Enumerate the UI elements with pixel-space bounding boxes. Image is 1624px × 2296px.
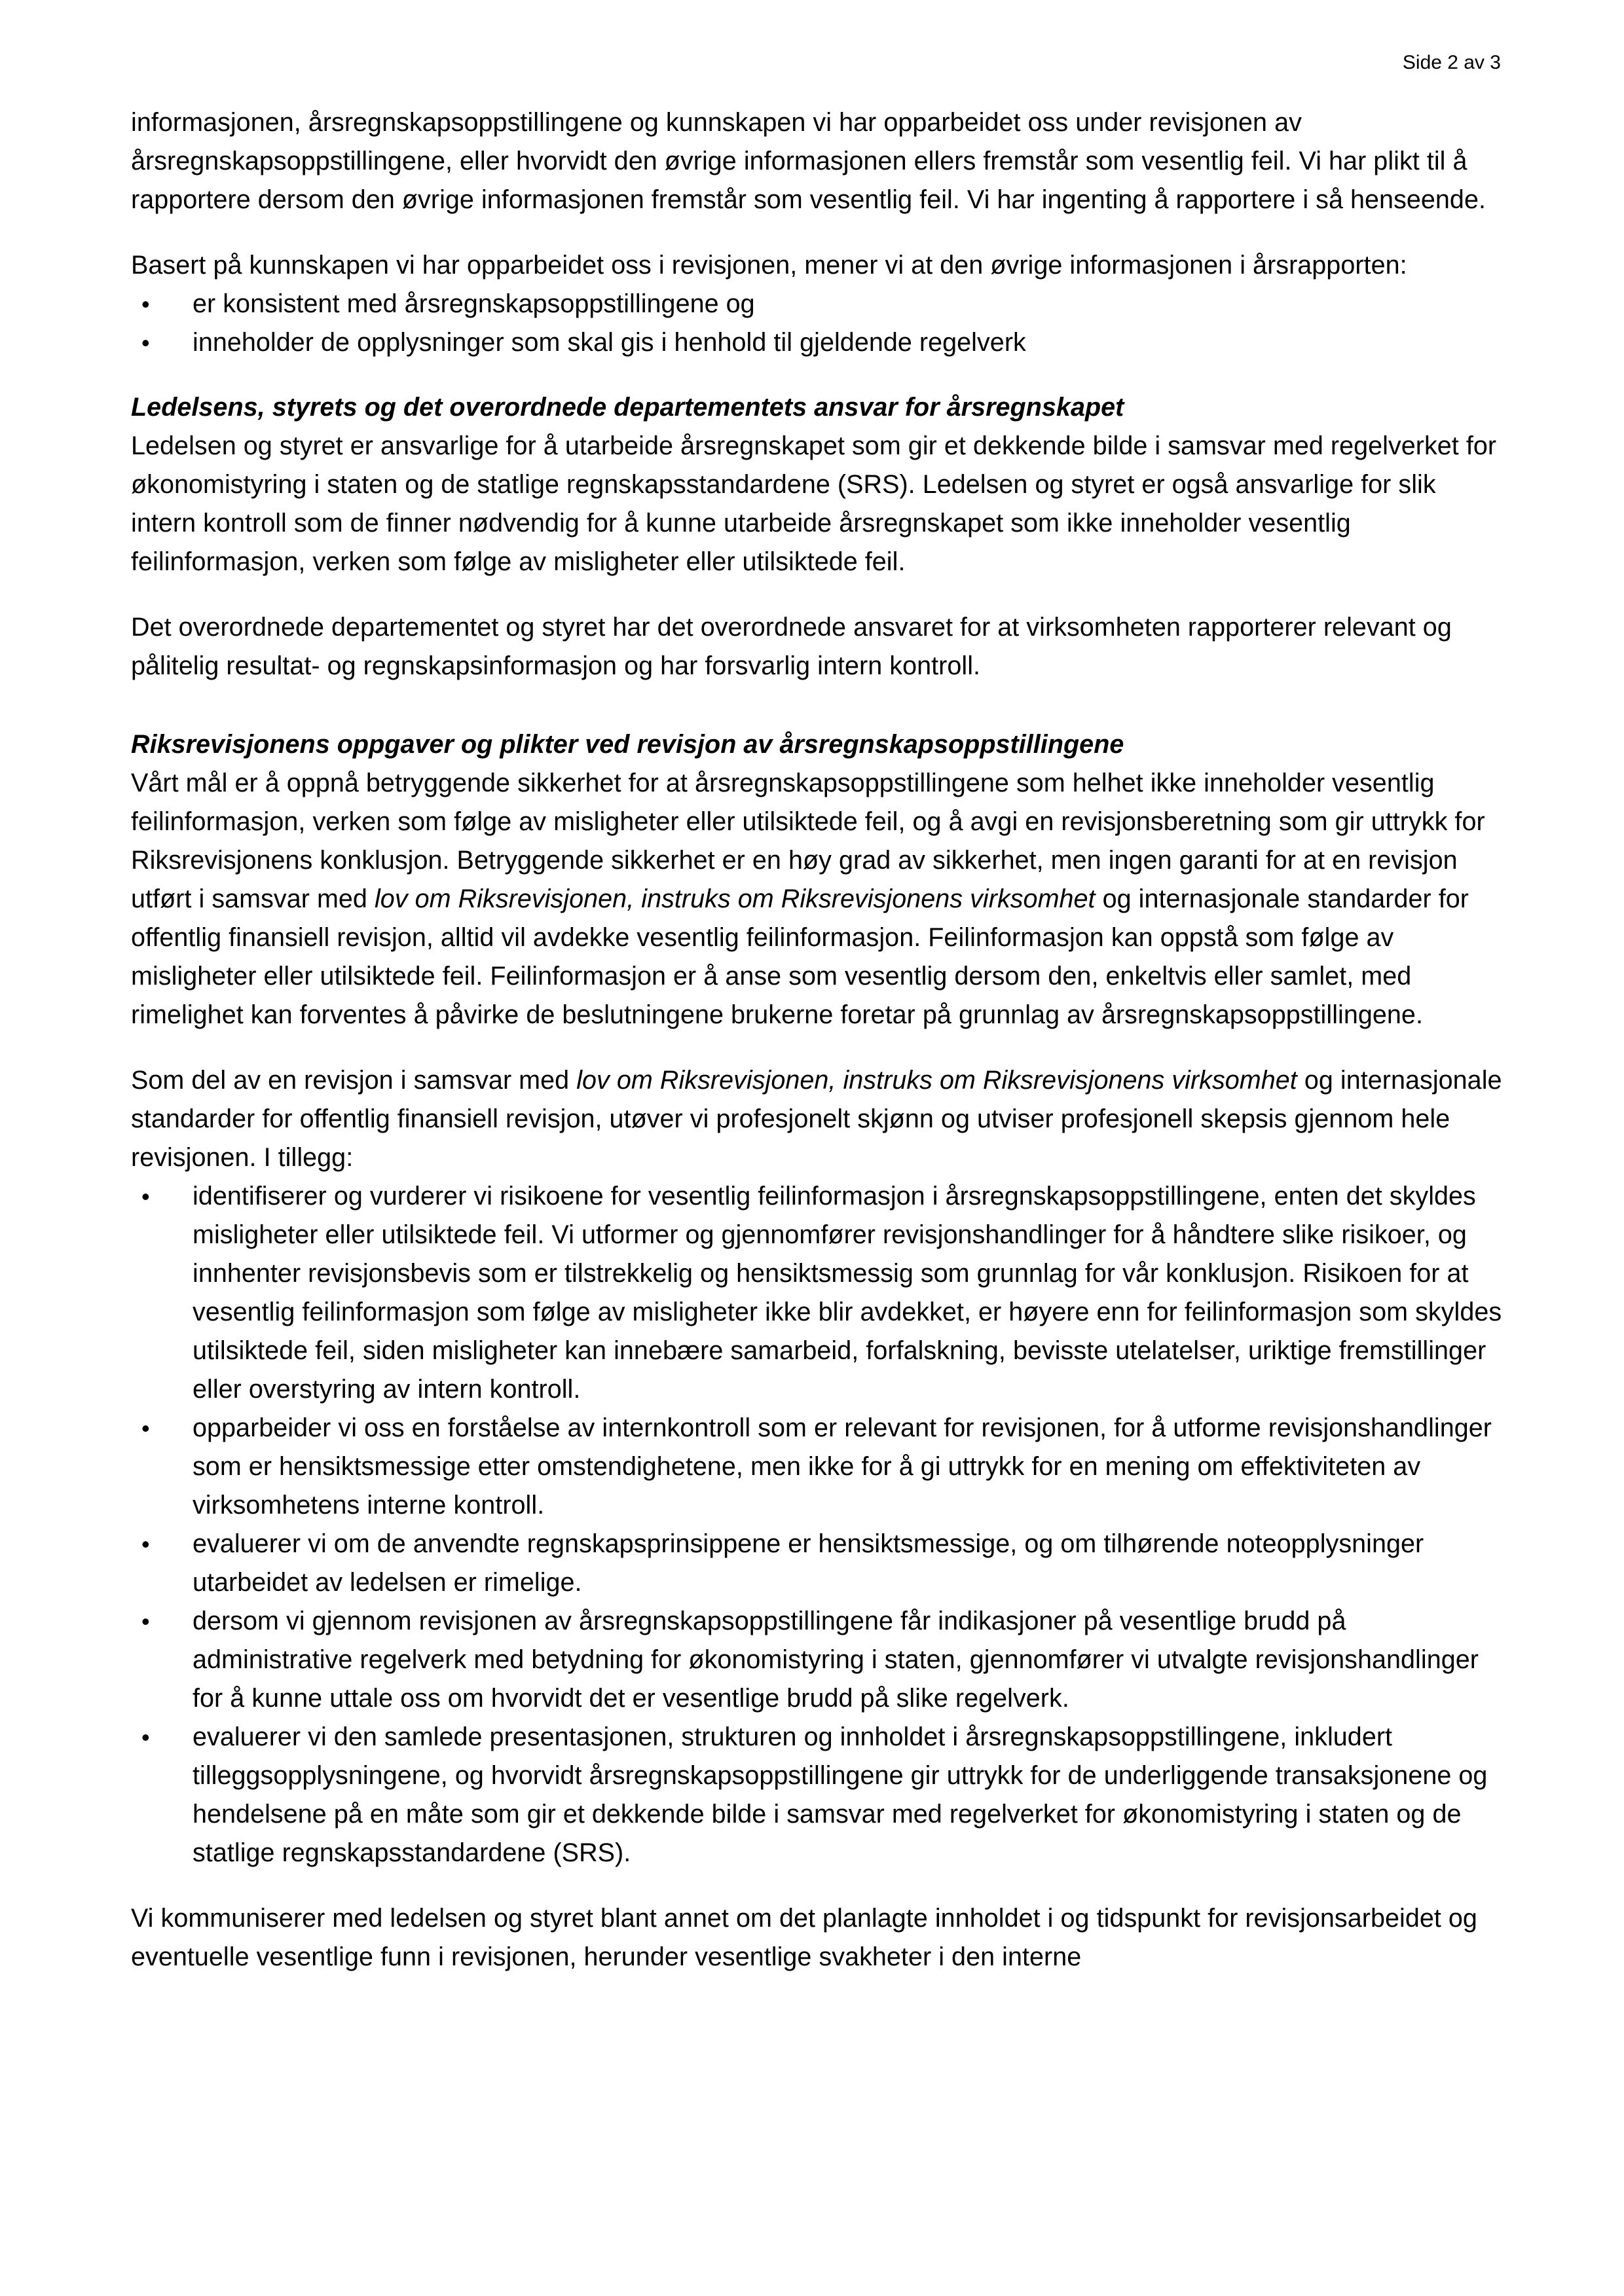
list-item [131, 1409, 1502, 1525]
bullet-icon: • [141, 1531, 150, 1558]
list-item-text: opparbeider vi oss en forståelse av internkontroll som er relevant for revisjonen, for å utforme revisjonshandlinger som er hensiktsmessige etter omstendighetene, men ikke for å gi uttrykk for en mening om effektiviteten av virksomhetens interne kontroll. [193, 1413, 1492, 1520]
som-del-paragraph [131, 1061, 1502, 1177]
list-item-text: dersom vi gjennom revisjonen av årsregnskapsoppstillingene får indikasjoner på vesentlige brudd på administrative regelverk med betydning for økonomistyring i staten, gjennomfører vi utvalgte revisjonshandlinger for å kunne uttale oss om hvorvidt det er vesentlige brudd på slike regelverk. [193, 1607, 1479, 1713]
bullet-icon: • [141, 329, 150, 356]
ledelsen-paragraph: Ledelsen og styret er ansvarlige for å utarbeide årsregnskapet som gir et dekkende bilde i samsvar med regelverket for økonomistyring i staten og de statlige regnskapsstandardene (SRS). Ledelsen og styret er også ansvarlige for slik intern kontroll som de finner nødvendig for å kunne utarbeide årsregnskapet som ikke inneholder vesentlig feilinformasjon, verken som følge av misligheter eller utilsiktede feil. [131, 431, 1497, 576]
departementet-paragraph: Det overordnede departementet og styret har det overordnede ansvaret for at virksomheten rapporterer relevant og pålitelig resultat- og regnskapsinformasjon og har forsvarlig intern kontroll. [131, 613, 1452, 680]
revision-bullet-list [131, 1177, 1502, 1872]
list-item [131, 285, 1502, 323]
vart-mal-part1: Vårt mål er å oppnå betryggende sikkerhet for at årsregnskapsoppstillingene som helhet ikke inneholder vesentlig feilinformasjon, verken som følge av misligheter eller utilsiktede feil, og å avgi en revisjonsberetning som gir uttrykk for Riksrevisjonens konklusjon. Betryggende sikkerhet er en høy grad av sikkerhet, men ingen garanti for at en revisjon utført i samsvar med [131, 769, 1485, 913]
vart-mal-italic-law: lov om Riksrevisjonen, instruks om Riksrevisjonens virksomhet [374, 884, 1096, 913]
bullet-icon: • [141, 1183, 150, 1210]
list-item [131, 1525, 1502, 1602]
list-item [131, 1718, 1502, 1872]
closing-paragraph: Vi kommuniserer med ledelsen og styret blant annet om det planlagte innholdet i og tidspunkt for revisjonsarbeidet og eventuelle vesentlige funn i revisjonen, herunder vesentlige svakheter i den interne [131, 1904, 1477, 1971]
bullet-icon: • [141, 1608, 150, 1635]
bullet-icon: • [141, 1724, 150, 1751]
page-number-header: Side 2 av 3 [1402, 52, 1501, 73]
som-del-italic-law: lov om Riksrevisjonen, instruks om Riksrevisjonens virksomhet [576, 1066, 1297, 1095]
bullet-icon: • [141, 291, 150, 318]
list-item [131, 1602, 1502, 1718]
heading-riksrevisjonens-oppgaver: Riksrevisjonens oppgaver og plikter ved revisjon av årsregnskapsoppstillingene [131, 730, 1124, 759]
bullet-icon: • [141, 1415, 150, 1442]
list-item-text: identifiserer og vurderer vi risikoene for vesentlig feilinformasjon i årsregnskapsoppstillingene, enten det skyldes misligheter eller utilsiktede feil. Vi utformer og gjennomfører revisjonshandlinger for å håndtere slike risikoer, og innhenter revisjonsbevis som er tilstrekkelig og hensiktsmessig som grunnlag for vår konklusjon. Risikoen for at vesentlig feilinformasjon som følge av misligheter ikke blir avdekket, er høyere enn for feilinformasjon som skyldes utilsiktede feil, siden misligheter kan innebære samarbeid, forfalskning, bevisste utelatelser, uriktige fremstillinger eller overstyring av intern kontroll. [193, 1182, 1502, 1404]
list-item [131, 323, 1502, 362]
spacer [131, 1872, 1502, 1899]
document-body [131, 103, 1502, 1977]
som-del-part2: og internasjonale standarder for offentlig finansiell revisjon, utøver vi profesjonelt skjønn og utviser profesjonell skepsis gjennom hele revisjonen. I tillegg: [131, 1066, 1502, 1172]
list-item-text: evaluerer vi den samlede presentasjonen, strukturen og innholdet i årsregnskapsoppstillingene, inkludert tilleggsopplysningene, og hvorvidt årsregnskapsoppstillingene gir uttrykk for de underliggende transaksjonene og hendelsene på en måte som gir et dekkende bilde i samsvar med regelverket for økonomistyring i staten og de statlige regnskapsstandardene (SRS). [193, 1722, 1488, 1867]
vart-mal-part2: og internasjonale standarder for offentlig finansiell revisjon, alltid vil avdekke vesentlig feilinformasjon. Feilinformasjon kan oppstå som følge av misligheter eller utilsiktede feil. Feilinformasjon er å anse som vesentlig dersom den, enkeltvis eller samlet, med rimelighet kan forventes å påvirke de beslutningene brukerne foretar på grunnlag av årsregnskapsoppstillingene. [131, 884, 1469, 1029]
som-del-part1: Som del av en revisjon i samsvar med [131, 1066, 577, 1095]
vart-mal-paragraph [131, 764, 1502, 1034]
list-item-text: inneholder de opplysninger som skal gis i henhold til gjeldende regelverk [193, 328, 1026, 357]
spacer [131, 362, 1502, 388]
list-item [131, 1177, 1502, 1409]
heading-ledelsens-ansvar: Ledelsens, styrets og det overordnede departementets ansvar for årsregnskapet [131, 393, 1124, 422]
list-item-text: er konsistent med årsregnskapsoppstillingene og [193, 289, 755, 318]
list-item-text: evaluerer vi om de anvendte regnskapsprinsippene er hensiktsmessige, og om tilhørende noteopplysninger utarbeidet av ledelsen er rimelige. [193, 1529, 1424, 1597]
intro-paragraph: informasjonen, årsregnskapsoppstillingene og kunnskapen vi har opparbeidet oss under revisjonen av årsregnskapsoppstillingene, eller hvorvidt den øvrige informasjonen ellers fremstår som vesentlig feil. Vi har plikt til å rapportere dersom den øvrige informasjonen fremstår som vesentlig feil. Vi har ingenting å rapportere i så henseende. [131, 108, 1486, 214]
basert-bullet-list [131, 285, 1502, 362]
spacer [131, 712, 1502, 725]
basert-paragraph: Basert på kunnskapen vi har opparbeidet oss i revisjonen, mener vi at den øvrige informasjonen i årsrapporten: [131, 251, 1407, 280]
